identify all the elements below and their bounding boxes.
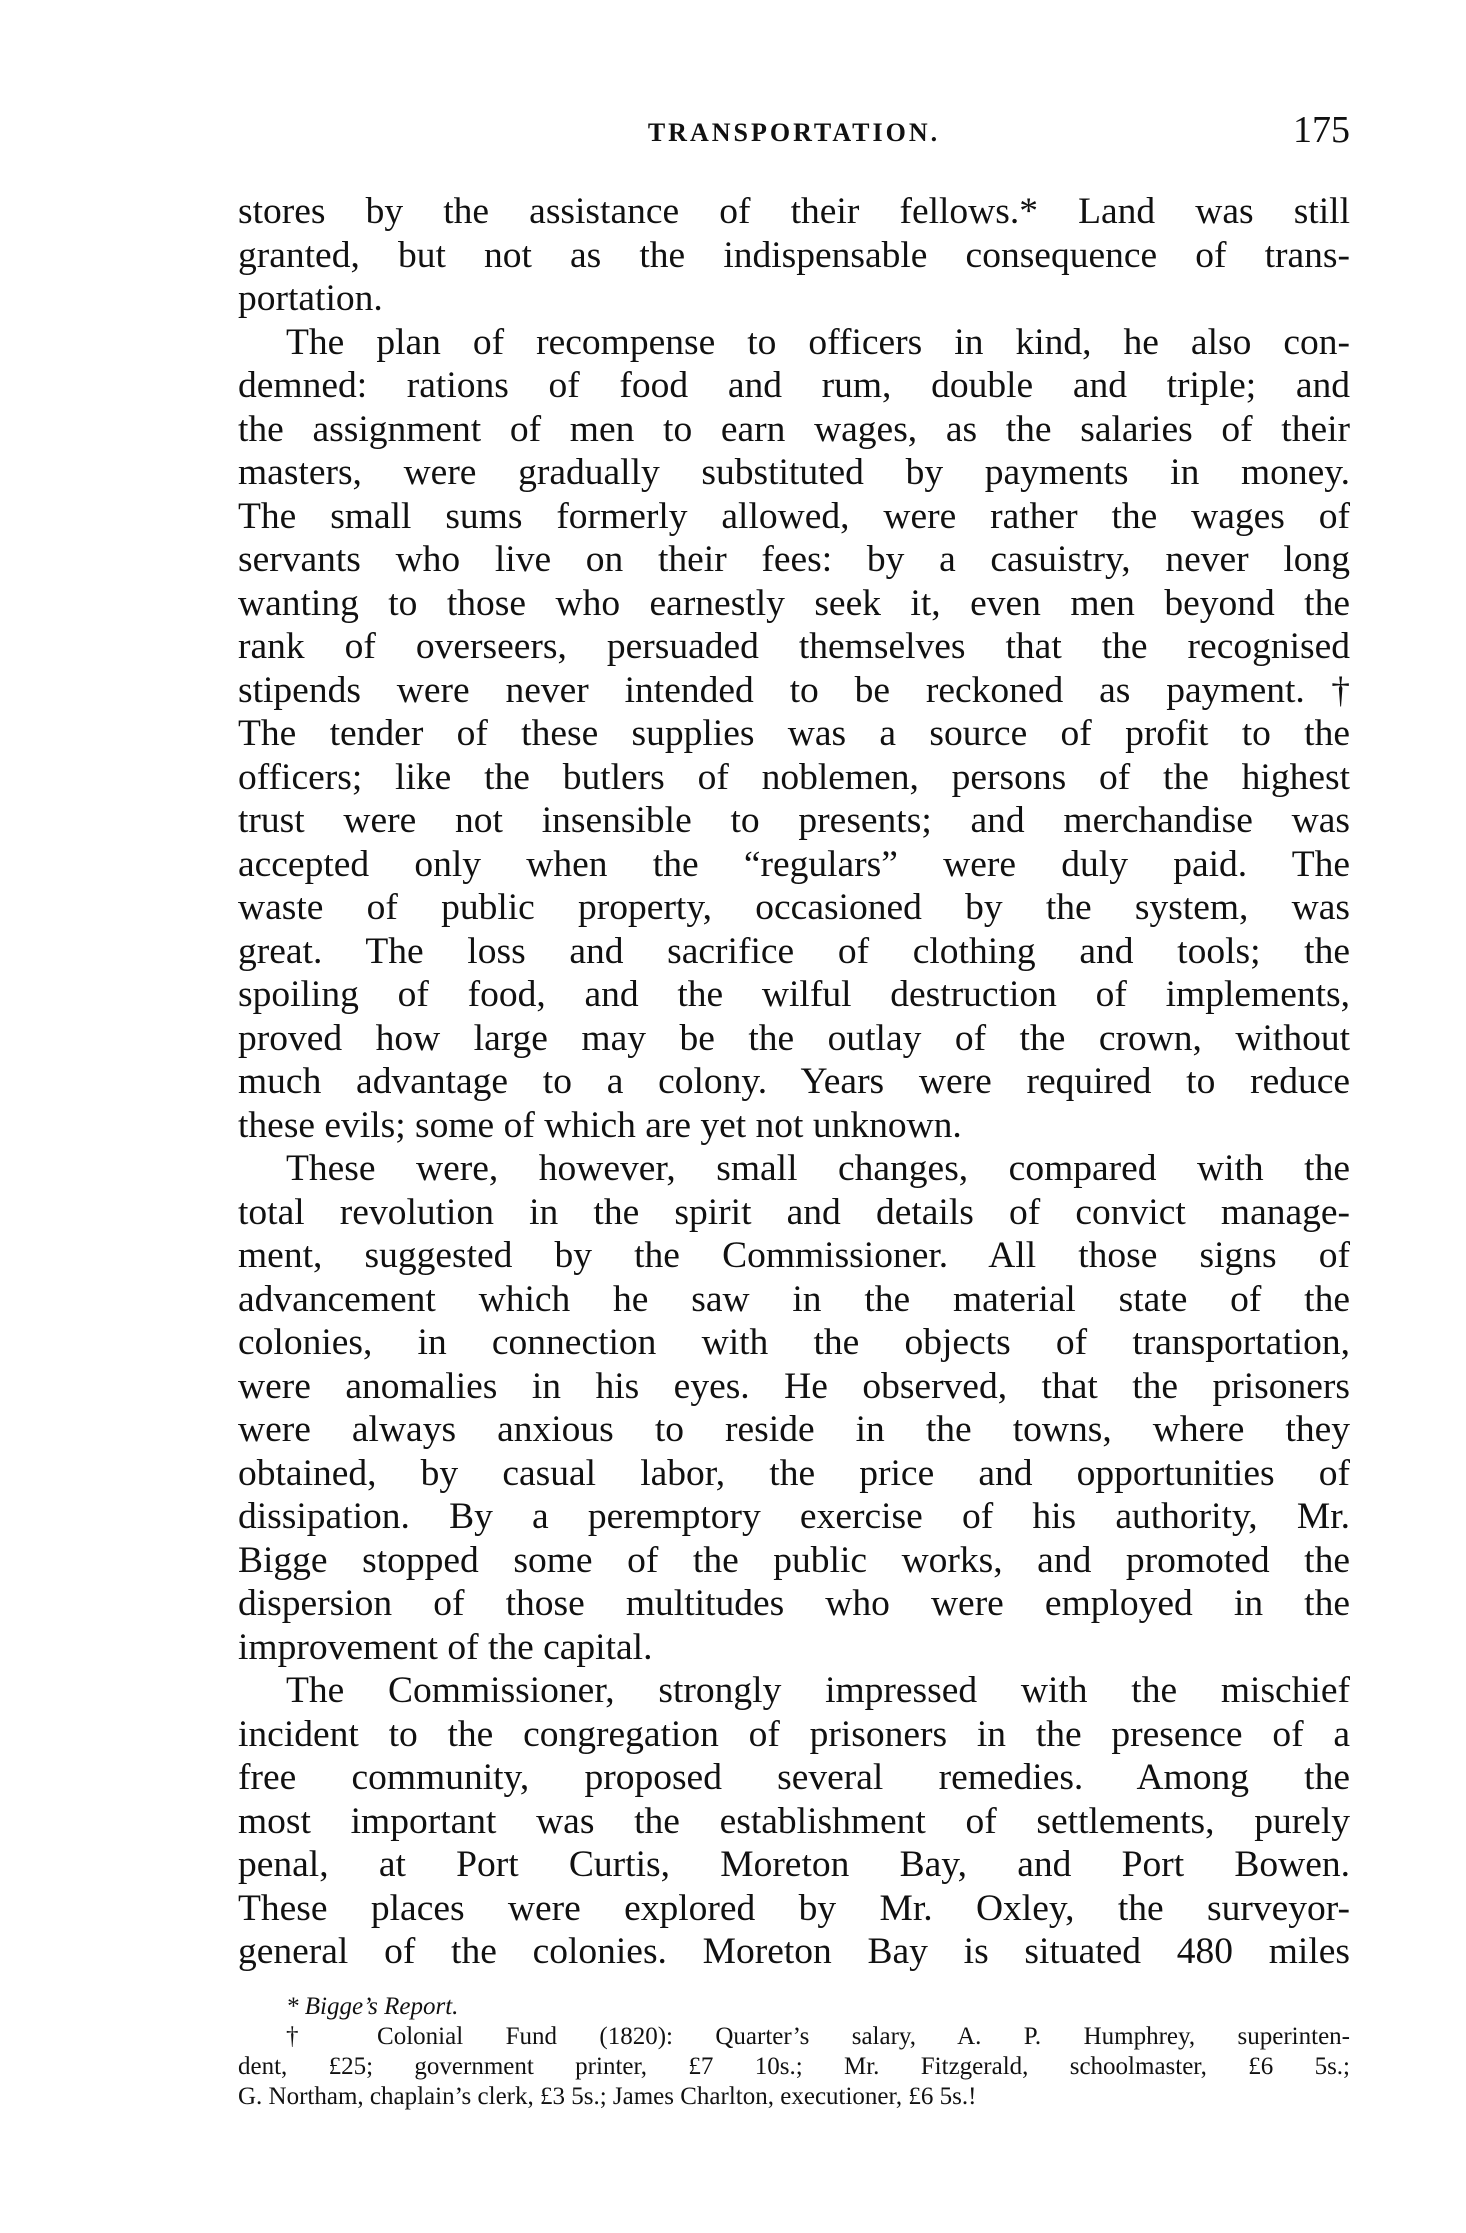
- text-line: masters, were gradually substituted by payments in money.: [238, 452, 1350, 493]
- text-line: stores by the assistance of their fellows.* Land was still: [238, 191, 1350, 232]
- text-line: These were, however, small changes, compared with the: [286, 1148, 1350, 1189]
- text-line: ment, suggested by the Commissioner. All those signs of: [238, 1235, 1350, 1276]
- text-line: these evils; some of which are yet not unknown.: [238, 1104, 962, 1146]
- text-line: These places were explored by Mr. Oxley, the surveyor-: [238, 1887, 1350, 1929]
- text-line: officers; like the butlers of noblemen, persons of the highest: [238, 756, 1350, 798]
- text-line: advancement which he saw in the material state of the: [238, 1278, 1350, 1320]
- footnote-line: G. Northam, chaplain’s clerk, £3 5s.; James Charlton, executioner, £6 5s.!: [238, 2083, 977, 2110]
- footnote-line: dent, £25; government printer, £7 10s.; Mr. Fitzgerald, schoolmaster, £6 5s.;: [238, 2053, 1350, 2080]
- page-header: [238, 108, 1350, 158]
- text-line: waste of public property, occasioned by the system, was: [238, 887, 1350, 928]
- text-line: Bigge stopped some of the public works, and promoted the: [238, 1539, 1350, 1581]
- text-line: great. The loss and sacrifice of clothing and tools; the: [238, 930, 1350, 972]
- text-line: The plan of recompense to officers in kind, he also con-: [286, 321, 1350, 363]
- text-line: proved how large may be the outlay of the crown, without: [238, 1017, 1350, 1059]
- text-line: dissipation. By a peremptory exercise of his authority, Mr.: [238, 1496, 1350, 1537]
- text-line: The tender of these supplies was a source of profit to the: [238, 713, 1350, 754]
- text-line: obtained, by casual labor, the price and opportunities of: [238, 1452, 1350, 1494]
- text-line: were always anxious to reside in the towns, where they: [238, 1409, 1350, 1450]
- text-line: free community, proposed several remedies. Among the: [238, 1757, 1350, 1798]
- text-line: The small sums formerly allowed, were rather the wages of: [238, 495, 1350, 537]
- text-line: dispersion of those multitudes who were employed in the: [238, 1583, 1350, 1624]
- footnote-line: * Bigge’s Report.: [286, 1993, 459, 2020]
- text-line: demned: rations of food and rum, double and triple; and: [238, 365, 1350, 406]
- text-line: general of the colonies. Moreton Bay is situated 480 miles: [238, 1931, 1350, 1972]
- text-line: penal, at Port Curtis, Moreton Bay, and Port Bowen.: [238, 1844, 1350, 1885]
- text-line: colonies, in connection with the objects of transportation,: [238, 1322, 1350, 1363]
- text-line: total revolution in the spirit and details of convict manage-: [238, 1191, 1350, 1233]
- text-line: wanting to those who earnestly seek it, even men beyond the: [238, 582, 1350, 624]
- text-line: incident to the congregation of prisoners in the presence of a: [238, 1713, 1350, 1755]
- text-line: trust were not insensible to presents; and merchandise was: [238, 800, 1350, 841]
- text-line: accepted only when the “regulars” were duly paid. The: [238, 843, 1350, 885]
- footnotes: [238, 1992, 1350, 2112]
- text-line: were anomalies in his eyes. He observed, that the prisoners: [238, 1365, 1350, 1407]
- text-line: much advantage to a colony. Years were required to reduce: [238, 1061, 1350, 1102]
- text-line: the assignment of men to earn wages, as the salaries of their: [238, 408, 1350, 450]
- text-line: granted, but not as the indispensable consequence of trans-: [238, 234, 1350, 276]
- text-line: most important was the establishment of settlements, purely: [238, 1800, 1350, 1842]
- page-number: 175: [1293, 109, 1350, 151]
- running-head: TRANSPORTATION.: [647, 118, 941, 147]
- text-line: improvement of the capital.: [238, 1626, 653, 1668]
- text-line: servants who live on their fees: by a casuistry, never long: [238, 539, 1350, 580]
- text-line: The Commissioner, strongly impressed with the mischief: [286, 1670, 1350, 1711]
- text-line: stipends were never intended to be reckoned as payment.†: [238, 669, 1350, 711]
- text-line: rank of overseers, persuaded themselves that the recognised: [238, 626, 1350, 667]
- footnote-line: † Colonial Fund (1820): Quarter’s salary, A. P. Humphrey, superinten-: [286, 2023, 1350, 2050]
- text-line: portation.: [238, 278, 383, 319]
- body-text: [238, 190, 1350, 1974]
- text-line: spoiling of food, and the wilful destruction of implements,: [238, 974, 1350, 1015]
